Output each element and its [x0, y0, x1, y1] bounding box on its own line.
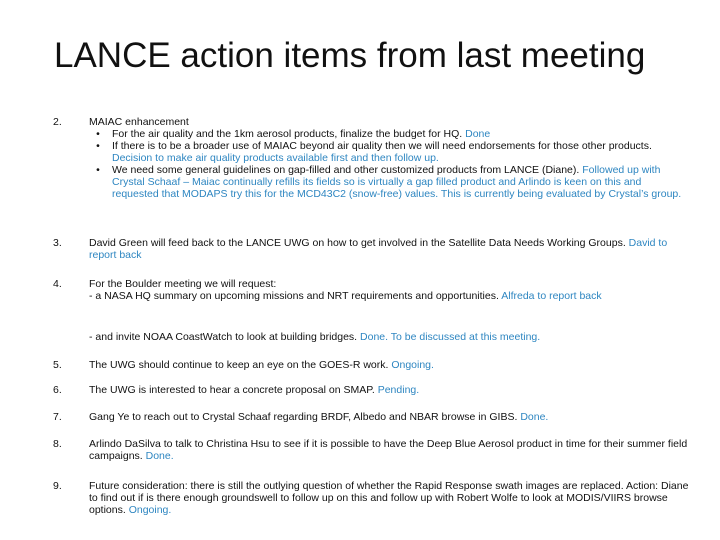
status-note: Done.: [145, 450, 174, 462]
item-body: [89, 278, 689, 302]
item-number: 8.: [53, 438, 62, 450]
status-note: Decision to make air quality products available first and then follow up.: [112, 152, 439, 164]
item-text: David Green will feed back to the LANCE UWG on how to get involved in the Satellite Data Needs Working Groups.: [89, 237, 626, 249]
bullet-text: We need some general guidelines on gap-filled and other customized products from LANCE (Diane).: [112, 164, 580, 176]
sub-item-1: [89, 290, 689, 302]
sub-item-text: - and invite NOAA CoastWatch to look at building bridges.: [89, 331, 358, 343]
bullet-2: [89, 140, 689, 164]
item-body: [89, 237, 689, 261]
item-number: 9.: [53, 480, 62, 492]
bullet-3: [89, 164, 689, 200]
bullet-text: For the air quality and the 1km aerosol products, finalize the budget for HQ.: [112, 128, 463, 140]
item-body: [89, 411, 689, 423]
status-note: Pending.: [377, 384, 420, 396]
item-body: [89, 359, 689, 371]
item-text: The UWG should continue to keep an eye on the GOES-R work.: [89, 359, 389, 371]
item-number: 7.: [53, 411, 62, 423]
status-note: Done. To be discussed at this meeting.: [360, 331, 541, 343]
bullet-text: If there is to be a broader use of MAIAC beyond air quality then we will need endorsements for those other products.: [112, 140, 652, 152]
item-heading: MAIAC enhancement: [89, 116, 189, 128]
item-body: [89, 480, 689, 516]
item-number: 6.: [53, 384, 62, 396]
slide-title: LANCE action items from last meeting: [54, 36, 646, 75]
item-text: Gang Ye to reach out to Crystal Schaaf regarding BRDF, Albedo and NBAR browse in GIBS.: [89, 411, 518, 423]
item-text: Arlindo DaSilva to talk to Christina Hsu to see if it is possible to have the Deep Blue Aerosol product in time for their summer field campaigns.: [89, 438, 688, 462]
item-heading: For the Boulder meeting we will request:: [89, 278, 277, 290]
status-note: David to report back: [89, 237, 668, 261]
status-note: Followed up with Crystal Schaaf – Maiac continually refills its fields so is virtually a gap filled product and Arlindo is keen on this and requested that MODAPS try this for the MCD43C2 (snow-free) values. This is currently being evaluated by Crystal’s group.: [112, 164, 682, 200]
status-note: Done: [465, 128, 491, 140]
bullet-icon: •: [96, 140, 100, 152]
item-number: 5.: [53, 359, 62, 371]
item-text: Future consideration: there is still the outlying question of whether the Rapid Response swath images are replaced. Action: Diane to find out if is there enough groundswell to follow up on this and follow up with Robert Wolfe to look at MODIS/VIIRS browse options.: [89, 480, 689, 516]
sub-item-text: - a NASA HQ summary on upcoming missions and NRT requirements and opportunities.: [89, 290, 499, 302]
item-body: [89, 384, 689, 396]
status-note: Ongoing.: [391, 359, 434, 371]
bullet-icon: •: [96, 128, 100, 140]
item-text: The UWG is interested to hear a concrete proposal on SMAP.: [89, 384, 375, 396]
bullet-icon: •: [96, 164, 100, 176]
status-note: Done.: [520, 411, 549, 423]
item-number: 4.: [53, 278, 62, 290]
status-note: Ongoing.: [128, 504, 172, 516]
item-number: 2.: [53, 116, 62, 128]
status-note: Alfreda to report back: [501, 290, 602, 302]
item-body: [89, 438, 689, 462]
bullet-1: [89, 128, 689, 140]
item-body: [89, 331, 689, 343]
item-number: 3.: [53, 237, 62, 249]
item-body: [89, 116, 689, 200]
